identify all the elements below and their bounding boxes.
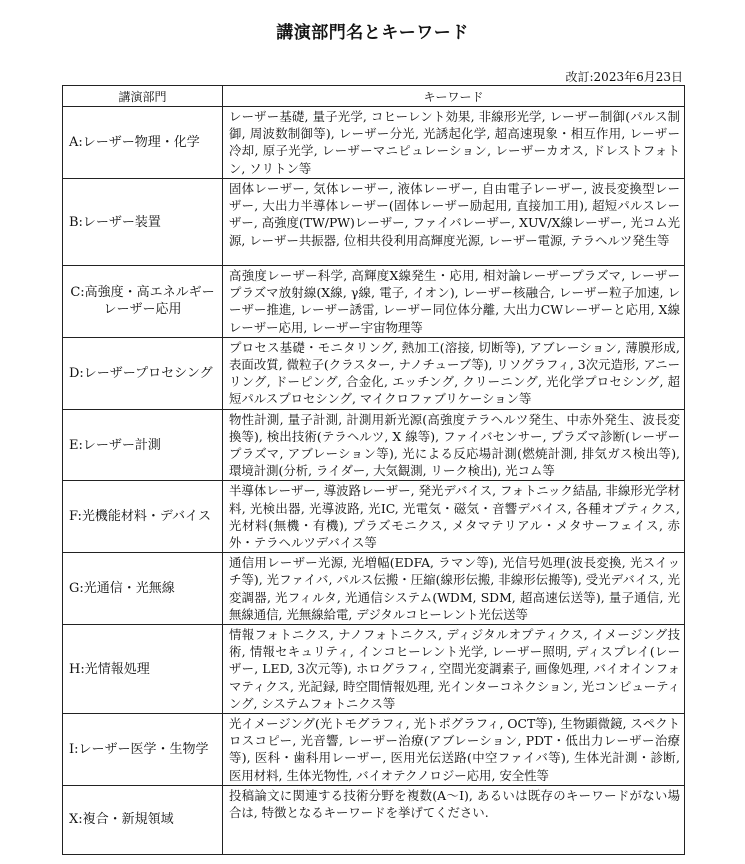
category-cell: H:光情報処理 <box>63 625 223 714</box>
category-cell: D:レーザープロセシング <box>63 337 223 409</box>
table-row <box>63 409 685 481</box>
header-keywords: キーワード <box>223 86 685 107</box>
category-cell: A:レーザー物理・化学 <box>63 107 223 179</box>
header-category: 講演部門 <box>63 86 223 107</box>
table-row <box>63 266 685 338</box>
keywords-cell: 通信用レーザー光源, 光増幅(EDFA, ラマン等), 光信号処理(波長変換, 光スイッチ等), 光ファイバ, パルス伝搬・圧縮(線形伝搬, 非線形伝搬等), 受光デバイス, 光変調器, 光フィルタ, 光通信システム(WDM, SDM, 超高速伝送等), 量子通信, 光無線通信, 光無線給電, デジタルコヒーレント光伝送等 <box>223 553 685 625</box>
category-cell: I:レーザー医学・生物学 <box>63 714 223 786</box>
document-title: 講演部門名とキーワード <box>276 23 469 43</box>
keywords-cell: 半導体レーザー, 導波路レーザー, 発光デバイス, フォトニック結晶, 非線形光学材料, 光検出器, 光導波路, 光IC, 光電気・磁気・音響デバイス, 各種オプティクス, 光材料(無機・有機), プラズモニクス, メタマテリアル・メタサーフェイス, 赤外・テラヘルツデバイス等 <box>223 481 685 553</box>
keyword-table <box>62 85 685 855</box>
keywords-cell: レーザー基礎, 量子光学, コヒーレント効果, 非線形光学, レーザー制御(パルス制御, 周波数制御等), レーザー分光, 光誘起化学, 超高速現象・相互作用, レーザー冷却, 原子光学, レーザーマニピュレーション, レーザーカオス, ドレストフォトン, ソリトン等 <box>223 107 685 179</box>
keywords-cell: 投稿論文に関連する技術分野を複数(A〜I), あるいは既存のキーワードがない場合は, 特徴となるキーワードを挙げてください. <box>223 785 685 854</box>
table-row <box>63 179 685 266</box>
revision-date: 改訂:2023年6月23日 <box>565 70 683 84</box>
table-row <box>63 107 685 179</box>
table-row <box>63 481 685 553</box>
keywords-cell: 高強度レーザー科学, 高輝度X線発生・応用, 相対論レーザープラズマ, レーザープラズマ放射線(X線, γ線, 電子, イオン), レーザー核融合, レーザー粒子加速, レーザー推進, レーザー誘雷, レーザー同位体分離, 大出力CWレーザーと応用, X線レーザー応用, レーザー宇宙物理等 <box>223 266 685 338</box>
table-row <box>63 337 685 409</box>
keywords-cell: 情報フォトニクス, ナノフォトニクス, ディジタルオプティクス, イメージング技術, 情報セキュリティ, インコヒーレント光学, レーザー照明, ディスプレイ(レーザー, LED, 3次元等), ホログラフィ, 空間光変調素子, 画像処理, バイオインフォマティクス, 光記録, 時空間情報処理, 光インターコネクション, 光コンピューティング, システムフォトニクス等 <box>223 625 685 714</box>
keywords-cell: 光イメージング(光トモグラフィ, 光トポグラフィ, OCT等), 生物顕微鏡, スペクトロスコピー, 光音響, レーザー治療(アブレーション, PDT・低出力レーザー治療等), 医科・歯科用レーザー, 医用光伝送路(中空ファイバ等), 生体光計測・診断, 医用材料, 生体光物性, バイオテクノロジー応用, 安全性等 <box>223 714 685 786</box>
category-cell: C:高強度・高エネルギーレーザー応用 <box>63 266 223 338</box>
category-cell: F:光機能材料・デバイス <box>63 481 223 553</box>
keywords-cell: 物性計測, 量子計測, 計測用新光源(高強度テラヘルツ発生、中赤外発生、波長変換等), 検出技術(テラヘルツ, X 線等), ファイバセンサー, プラズマ診断(レーザープラズマ, アブレーション等), 光による反応場計測(燃焼計測, 排気ガス検出等), 環境計測(分析, ライダー, 大気観測, リーク検出), 光コム等 <box>223 409 685 481</box>
category-cell: B:レーザー装置 <box>63 179 223 266</box>
category-cell: E:レーザー計測 <box>63 409 223 481</box>
category-cell: X:複合・新規領域 <box>63 785 223 854</box>
table-row <box>63 553 685 625</box>
table-row <box>63 714 685 786</box>
category-cell: G:光通信・光無線 <box>63 553 223 625</box>
table-row <box>63 785 685 854</box>
keywords-cell: 固体レーザー, 気体レーザー, 液体レーザー, 自由電子レーザー, 波長変換型レーザー, 大出力半導体レーザー(固体レーザー励起用, 直接加工用), 超短パルスレーザー, 高強度(TW/PW)レーザー, ファイバレーザー, XUV/X線レーザー, 光コム光源, レーザー共振器, 位相共役利用高輝度光源, レーザー電源, テラヘルツ発生等 <box>223 179 685 266</box>
keywords-cell: プロセス基礎・モニタリング, 熱加工(溶接, 切断等), アブレーション, 薄膜形成, 表面改質, 微粒子(クラスター, ナノチューブ等), リソグラフィ, 3次元造形, アニーリング, ドーピング, 合金化, エッチング, クリーニング, 光化学プロセシング, 超短パルスプロセシング, マイクロファブリケーション等 <box>223 337 685 409</box>
table-header-row <box>63 86 685 107</box>
table-row <box>63 625 685 714</box>
